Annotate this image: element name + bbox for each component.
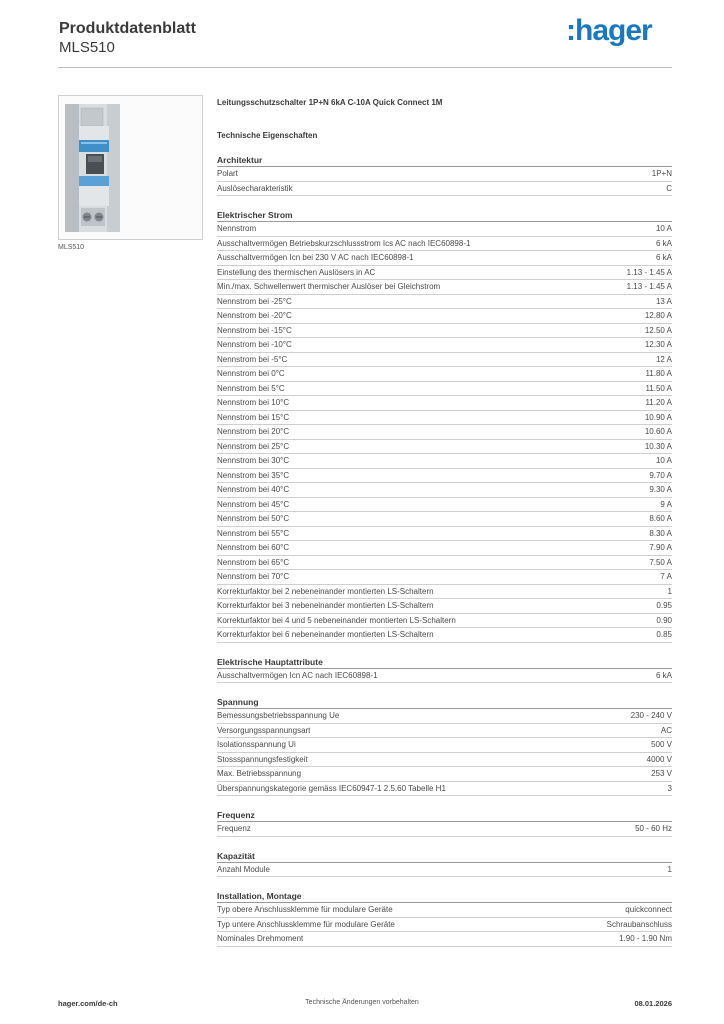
spec-label: Isolationsspannung Ui <box>217 740 296 749</box>
spec-value: Schraubanschluss <box>606 919 672 929</box>
spec-label: Korrekturfaktor bei 4 und 5 nebeneinander montierten LS-Schaltern <box>217 615 456 625</box>
spec-row <box>217 541 672 556</box>
spec-row <box>217 738 672 753</box>
spec-row <box>217 863 672 878</box>
spec-row <box>217 338 672 353</box>
spec-row <box>217 570 672 585</box>
spec-value: 4000 V <box>646 754 672 764</box>
spec-row <box>217 324 672 339</box>
spec-section <box>217 850 672 878</box>
section-title: Spannung <box>217 696 672 709</box>
spec-row <box>217 822 672 837</box>
spec-value: 11.80 A <box>645 369 672 378</box>
spec-value: 0.85 <box>656 630 672 639</box>
spec-label: Min./max. Schwellenwert thermischer Auslöser bei Gleichstrom <box>217 282 441 291</box>
hager-logo[interactable]: :hager <box>566 14 652 47</box>
spec-row <box>217 767 672 782</box>
spec-row <box>217 903 672 918</box>
spec-row <box>217 411 672 426</box>
spec-value: 7.90 A <box>649 543 672 552</box>
spec-value: quickconnect <box>625 905 672 914</box>
spec-label: Nennstrom bei 30°C <box>217 456 290 465</box>
spec-label: Frequenz <box>217 824 251 833</box>
spec-value: 230 - 240 V <box>630 711 672 720</box>
spec-value: 10 A <box>655 224 672 233</box>
spec-value: 12.30 A <box>644 340 672 349</box>
spec-label: Korrekturfaktor bei 6 nebeneinander montierten LS-Schaltern <box>217 630 434 639</box>
spec-label: Nennstrom bei 0°C <box>217 369 285 378</box>
spec-section <box>217 890 672 947</box>
spec-label: Nennstrom bei 55°C <box>217 528 290 538</box>
spec-label: Anzahl Module <box>217 864 270 874</box>
technical-properties-heading: Technische Eigenschaften <box>217 131 318 140</box>
spec-section <box>217 154 672 196</box>
spec-value: 12.80 A <box>644 311 672 320</box>
spec-row <box>217 251 672 266</box>
spec-value: 12 A <box>655 354 672 364</box>
spec-label: Nennstrom bei 50°C <box>217 514 290 523</box>
spec-row <box>217 266 672 281</box>
header-divider <box>58 67 672 68</box>
spec-row <box>217 498 672 513</box>
spec-row <box>217 237 672 252</box>
spec-label: Nennstrom bei 15°C <box>217 412 290 422</box>
spec-value: 13 A <box>655 296 672 306</box>
spec-value: 10.90 A <box>644 412 672 422</box>
spec-content <box>217 96 672 947</box>
spec-label: Auslösecharakteristik <box>217 183 293 193</box>
spec-value: 9.70 A <box>649 470 672 480</box>
footer-date: 08.01.2026 <box>634 999 672 1008</box>
spec-value: 1.13 - 1.45 A <box>626 267 672 277</box>
spec-value: 6 kA <box>655 238 672 248</box>
spec-label: Nennstrom bei -10°C <box>217 340 292 349</box>
spec-label: Typ untere Anschlussklemme für modulare Geräte <box>217 919 395 929</box>
spec-value: 8.30 A <box>649 528 672 538</box>
spec-row <box>217 454 672 469</box>
spec-row <box>217 614 672 629</box>
spec-row <box>217 527 672 542</box>
spec-value: C <box>666 183 672 193</box>
spec-value: 1 <box>667 586 672 596</box>
spec-section <box>217 809 672 837</box>
spec-label: Einstellung des thermischen Auslösers in AC <box>217 267 376 277</box>
spec-value: 10.30 A <box>644 441 672 451</box>
footer-disclaimer: Technische Änderungen vorbehalten <box>305 999 419 1006</box>
spec-value: AC <box>660 725 672 735</box>
spec-label: Ausschaltvermögen Betriebskurzschlussstrom Ics AC nach IEC60898-1 <box>217 238 471 248</box>
header-model: MLS510 <box>59 39 115 56</box>
spec-value: 500 V <box>651 740 672 749</box>
spec-value: 0.90 <box>656 615 672 625</box>
spec-value: 1.13 - 1.45 A <box>626 282 672 291</box>
spec-label: Versorgungsspannungsart <box>217 725 311 735</box>
spec-label: Nennstrom bei -5°C <box>217 354 288 364</box>
section-title: Installation, Montage <box>217 890 672 903</box>
spec-value: 1 <box>667 864 672 874</box>
spec-label: Typ obere Anschlussklemme für modulare Geräte <box>217 905 393 914</box>
spec-label: Nennstrom bei -25°C <box>217 296 292 306</box>
spec-row <box>217 724 672 739</box>
spec-label: Nennstrom bei 65°C <box>217 557 290 567</box>
spec-row <box>217 585 672 600</box>
spec-row <box>217 753 672 768</box>
spec-value: 253 V <box>651 769 672 778</box>
spec-label: Nennstrom bei 45°C <box>217 499 290 509</box>
spec-label: Nennstrom bei 40°C <box>217 485 290 494</box>
spec-label: Max. Betriebsspannung <box>217 769 302 778</box>
spec-row <box>217 483 672 498</box>
spec-value: 9 A <box>660 499 672 509</box>
spec-label: Nennstrom bei -15°C <box>217 325 292 335</box>
spec-row <box>217 367 672 382</box>
spec-row <box>217 669 672 684</box>
spec-value: 7.50 A <box>649 557 672 567</box>
header-title: Produktdatenblatt <box>59 20 196 37</box>
spec-value: 1P+N <box>651 169 672 178</box>
spec-row <box>217 469 672 484</box>
spec-label: Ausschaltvermögen Icn bei 230 V AC nach IEC60898-1 <box>217 253 414 262</box>
section-title: Elektrische Hauptattribute <box>217 656 672 669</box>
spec-label: Nennstrom bei 60°C <box>217 543 290 552</box>
spec-label: Polart <box>217 169 238 178</box>
product-image <box>58 95 203 240</box>
spec-value: 10.60 A <box>644 427 672 436</box>
section-title: Kapazität <box>217 850 672 863</box>
spec-sections <box>217 154 672 947</box>
spec-row <box>217 222 672 237</box>
spec-row <box>217 782 672 797</box>
spec-row <box>217 932 672 947</box>
spec-section <box>217 209 672 643</box>
spec-value: 11.50 A <box>645 383 672 393</box>
circuit-breaker-illustration <box>59 96 202 239</box>
spec-row <box>217 440 672 455</box>
spec-value: 1.90 - 1.90 Nm <box>619 934 672 943</box>
spec-value: 11.20 A <box>645 398 672 407</box>
spec-label: Nennstrom bei 5°C <box>217 383 285 393</box>
spec-label: Ausschaltvermögen Icn AC nach IEC60898-1 <box>217 670 378 680</box>
spec-label: Überspannungskategorie gemäss IEC60947-1 2.5.60 Tabelle H1 <box>217 783 446 793</box>
spec-row <box>217 353 672 368</box>
spec-label: Nennstrom bei 35°C <box>217 470 290 480</box>
section-title: Frequenz <box>217 809 672 822</box>
spec-label: Korrekturfaktor bei 3 nebeneinander montierten LS-Schaltern <box>217 601 434 610</box>
spec-row <box>217 396 672 411</box>
spec-value: 3 <box>667 783 672 793</box>
spec-label: Nennstrom bei -20°C <box>217 311 292 320</box>
spec-value: 10 A <box>655 456 672 465</box>
spec-value: 6 kA <box>655 670 672 680</box>
spec-section <box>217 656 672 684</box>
spec-row <box>217 295 672 310</box>
spec-row <box>217 425 672 440</box>
spec-row <box>217 167 672 182</box>
spec-row <box>217 280 672 295</box>
spec-value: 50 - 60 Hz <box>635 824 672 833</box>
spec-row <box>217 918 672 933</box>
spec-section <box>217 696 672 796</box>
spec-row <box>217 628 672 643</box>
spec-label: Nennstrom bei 10°C <box>217 398 290 407</box>
spec-row <box>217 512 672 527</box>
spec-row <box>217 556 672 571</box>
spec-label: Nennstrom bei 20°C <box>217 427 290 436</box>
spec-row <box>217 182 672 197</box>
spec-row <box>217 382 672 397</box>
spec-value: 0.95 <box>656 601 672 610</box>
spec-value: 12.50 A <box>644 325 672 335</box>
spec-label: Nominales Drehmoment <box>217 934 304 943</box>
spec-label: Bemessungsbetriebsspannung Ue <box>217 711 340 720</box>
spec-value: 6 kA <box>655 253 672 262</box>
section-title: Architektur <box>217 154 672 167</box>
spec-label: Nennstrom bei 70°C <box>217 572 290 581</box>
spec-value: 7 A <box>660 572 672 581</box>
spec-row <box>217 309 672 324</box>
spec-row <box>217 599 672 614</box>
spec-label: Stossspannungsfestigkeit <box>217 754 308 764</box>
product-description: Leitungsschutzschalter 1P+N 6kA C-10A Quick Connect 1M <box>217 98 443 107</box>
spec-label: Nennstrom <box>217 224 257 233</box>
spec-row <box>217 709 672 724</box>
spec-value: 9.30 A <box>649 485 672 494</box>
spec-label: Nennstrom bei 25°C <box>217 441 290 451</box>
spec-value: 8.60 A <box>649 514 672 523</box>
footer-website-link[interactable]: hager.com/de-ch <box>58 999 118 1008</box>
image-caption: MLS510 <box>58 244 85 251</box>
section-title: Elektrischer Strom <box>217 209 672 222</box>
spec-label: Korrekturfaktor bei 2 nebeneinander montierten LS-Schaltern <box>217 586 434 596</box>
